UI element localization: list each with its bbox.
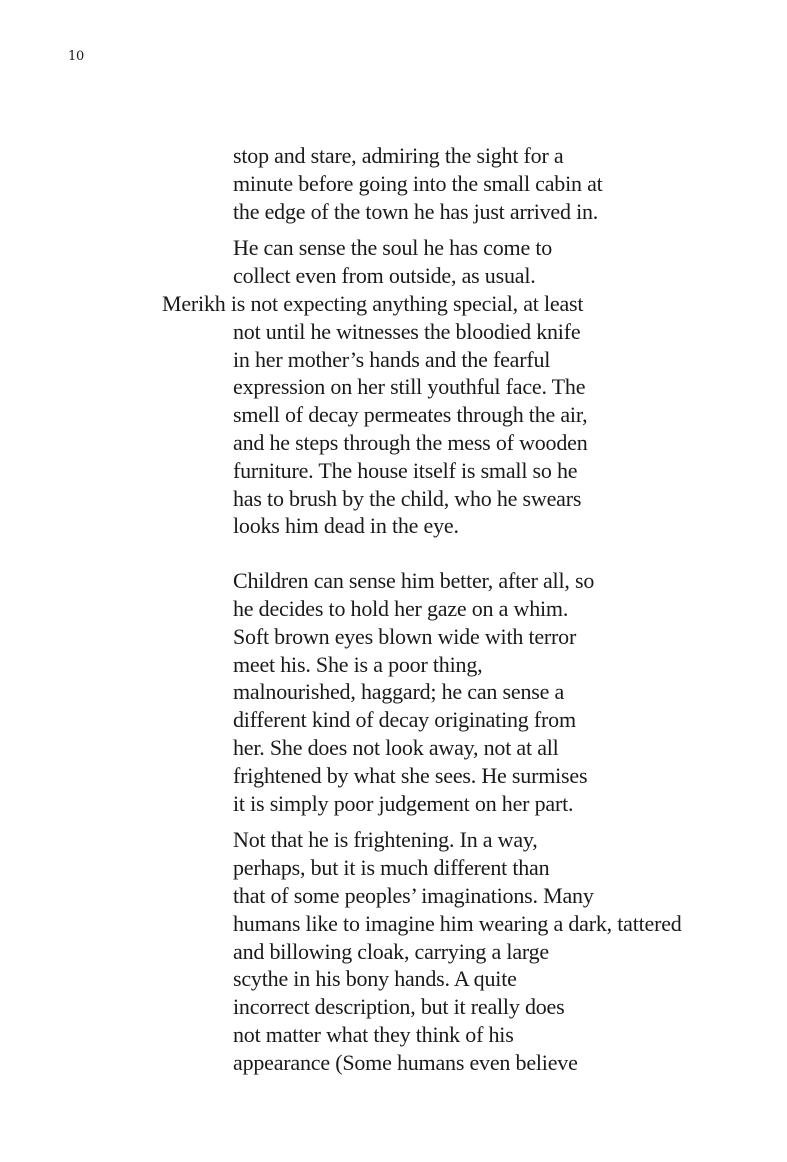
text-line: smell of decay permeates through the air, — [233, 402, 588, 428]
paragraph-spacer — [0, 225, 787, 234]
text-line: expression on her still youthful face. The — [233, 374, 586, 400]
text-line: Children can sense him better, after all, so — [233, 568, 595, 594]
paragraph-spacer — [0, 817, 787, 826]
text-line: her. She does not look away, not at all — [233, 734, 559, 760]
text-line: collect even from outside, as usual. — [233, 263, 536, 289]
text-line: and billowing cloak, carrying a large — [233, 938, 549, 964]
text-line: furniture. The house itself is small so he — [233, 457, 578, 483]
text-line: minute before going into the small cabin at — [233, 170, 603, 196]
text-line: frightened by what she sees. He surmises — [233, 762, 588, 788]
text-line: has to brush by the child, who he swears — [233, 485, 582, 511]
text-line: and he steps through the mess of wooden — [233, 429, 588, 455]
text-line: malnourished, haggard; he can sense a — [233, 679, 565, 705]
paragraph-4 — [0, 826, 787, 1076]
text-line: meet his. She is a poor thing, — [233, 651, 483, 677]
body-text — [0, 142, 787, 1077]
text-line: Not that he is frightening. In a way, — [233, 827, 538, 853]
text-line: in her mother’s hands and the fearful — [233, 346, 551, 372]
paragraph-3 — [0, 567, 787, 817]
text-line: incorrect description, but it really does — [233, 994, 565, 1020]
text-line: appearance (Some humans even believe — [233, 1049, 578, 1075]
paragraph-spacer — [0, 540, 787, 567]
text-line: humans like to imagine him wearing a dark, tattered — [233, 910, 682, 936]
text-line: he decides to hold her gaze on a whim. — [233, 595, 569, 621]
text-line: not until he witnesses the bloodied knife — [233, 318, 581, 344]
text-line: stop and stare, admiring the sight for a — [233, 143, 564, 168]
text-line: scythe in his bony hands. A quite — [233, 966, 517, 992]
text-line: perhaps, but it is much different than — [233, 855, 550, 881]
text-line: it is simply poor judgement on her part. — [233, 790, 574, 816]
text-line: Soft brown eyes blown wide with terror — [233, 623, 577, 649]
text-line: that of some peoples’ imaginations. Many — [233, 882, 594, 908]
text-line: different kind of decay originating from — [233, 707, 576, 733]
paragraph-1 — [0, 142, 787, 225]
text-line: not matter what they think of his — [233, 1021, 514, 1047]
text-line: Merikh is not expecting anything special, at least — [162, 290, 584, 316]
text-line: the edge of the town he has just arrived in. — [233, 198, 599, 224]
text-line: looks him dead in the eye. — [233, 513, 459, 539]
paragraph-2 — [0, 234, 787, 540]
page-number: 10 — [68, 49, 84, 64]
text-line: He can sense the soul he has come to — [233, 235, 553, 261]
